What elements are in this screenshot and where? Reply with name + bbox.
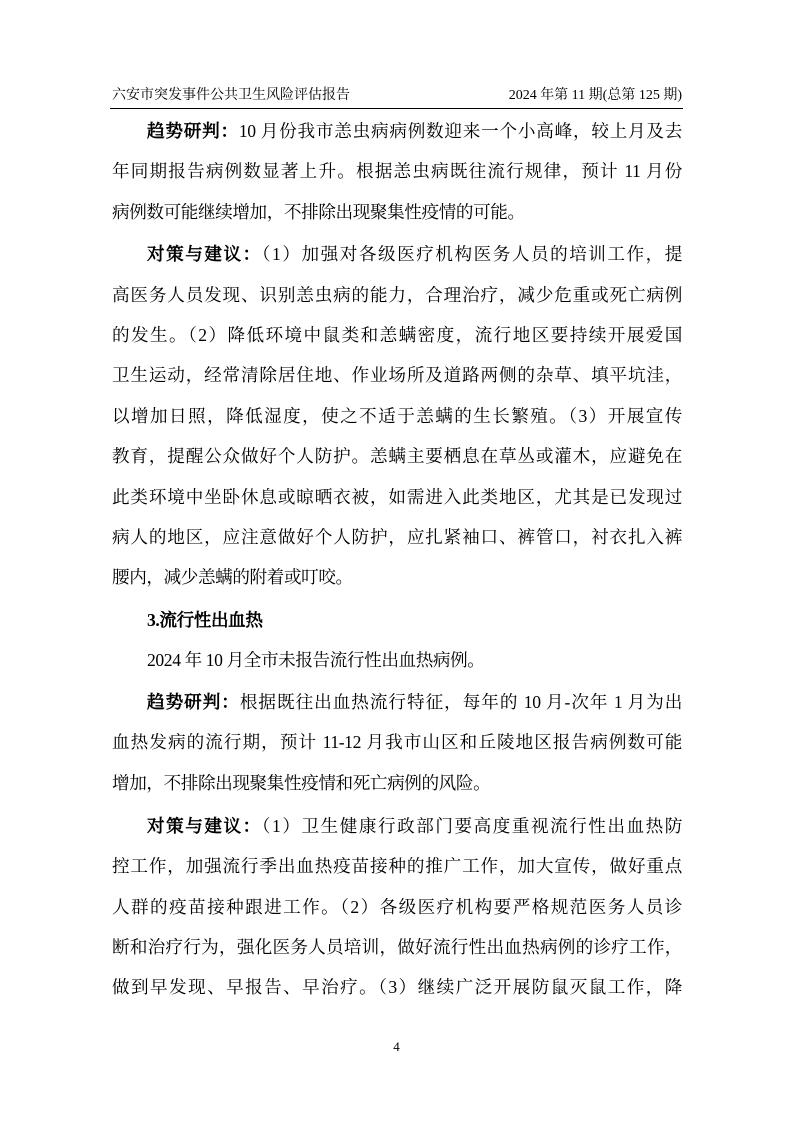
paragraph-line	[112, 111, 682, 151]
section-heading-text: 3.流行性出血热	[147, 610, 263, 630]
line-text: （1）卫生健康行政部门要高度重视流行性出血热防	[261, 816, 682, 836]
paragraph-line: 断和治疗行为，强化医务人员培训，做好流行性出血热病例的诊疗工作，	[112, 937, 682, 957]
paragraph-line: 病例数可能继续增加，不排除出现聚集性疫情的可能。	[112, 202, 525, 222]
paragraph-line	[112, 682, 682, 722]
paragraph-line: 腰内，减少恙螨的附着或叮咬。	[112, 567, 353, 587]
trend-label: 趋势研判：	[147, 121, 239, 141]
measures-label: 对策与建议：	[147, 244, 262, 264]
trend-label: 趋势研判：	[147, 692, 240, 712]
paragraph-line: 血热发病的流行期，预计 11-12 月我市山区和丘陵地区报告病例数可能	[112, 732, 682, 752]
paragraph-line: 的发生。（2）降低环境中鼠类和恙螨密度，流行地区要持续开展爱国	[112, 325, 682, 345]
paragraph-line: 教育，提醒公众做好个人防护。恙螨主要栖息在草丛或灌木，应避免在	[112, 446, 682, 466]
status-paragraph: 2024 年 10 月全市未报告流行性出血热病例。	[147, 650, 485, 670]
paragraph-line: 卫生运动，经常清除居住地、作业场所及道路两侧的杂草、填平坑洼，	[112, 365, 682, 385]
paragraph-line: 此类环境中坐卧休息或晾晒衣被，如需进入此类地区，尤其是已发现过	[112, 487, 682, 507]
paragraph-line: 做到早发现、早报告、早治疗。（3）继续广泛开展防鼠灭鼠工作，降	[112, 977, 682, 997]
header-rule	[110, 108, 683, 109]
section-heading	[112, 600, 682, 640]
paragraph-line: 高医务人员发现、识别恙虫病的能力，合理治疗，减少危重或死亡病例	[112, 285, 682, 305]
paragraph-line	[112, 806, 682, 846]
paragraph-line: 增加，不排除出现聚集性疫情和死亡病例的风险。	[112, 773, 491, 793]
header-title: 六安市突发事件公共卫生风险评估报告	[112, 88, 350, 103]
header-issue: 2024 年第 11 期(总第 125 期)	[508, 88, 682, 103]
paragraph-line: 年同期报告病例数显著上升。根据恙虫病既往流行规律，预计 11 月份	[112, 161, 682, 181]
line-text: （1）加强对各级医疗机构医务人员的培训工作，提	[261, 244, 682, 264]
paragraph-line: 控工作，加强流行季出血热疫苗接种的推广工作，加大宣传，做好重点	[112, 856, 682, 876]
paragraph-line	[112, 234, 682, 274]
line-text: 根据既往出血热流行特征，每年的 10 月-次年 1 月为出	[239, 692, 682, 712]
paragraph-line: 病人的地区，应注意做好个人防护，应扎紧袖口、裤管口，衬衣扎入裤	[112, 527, 682, 547]
measures-label: 对策与建议：	[147, 816, 262, 836]
line-text: 10 月份我市恙虫病病例数迎来一个小高峰，较上月及去	[238, 121, 682, 141]
paragraph-line: 以增加日照，降低湿度，使之不适于恙螨的生长繁殖。（3）开展宣传	[112, 406, 682, 426]
page-number: 4	[393, 1039, 400, 1054]
paragraph-line: 人群的疫苗接种跟进工作。（2）各级医疗机构要严格规范医务人员诊	[112, 897, 682, 917]
